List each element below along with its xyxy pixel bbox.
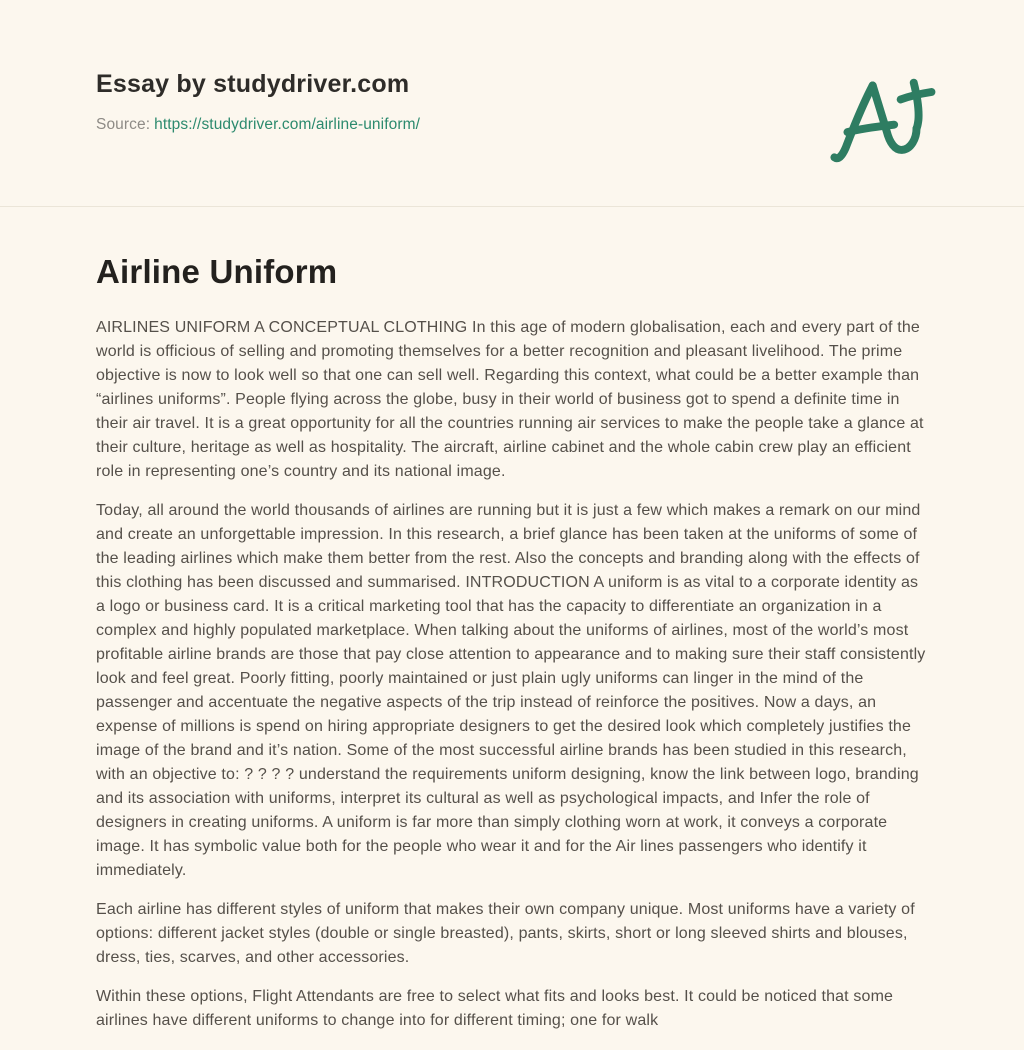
source-link[interactable]: https://studydriver.com/airline-uniform/	[154, 116, 420, 133]
logo-plus-horizontal-stroke	[901, 92, 932, 99]
header-text-block	[96, 70, 420, 134]
header-divider	[0, 206, 1024, 207]
essay-body	[96, 316, 928, 1033]
studydriver-a-plus-logo-icon	[826, 72, 938, 168]
essay-paragraph-1: AIRLINES UNIFORM A CONCEPTUAL CLOTHING In this age of modern globalisation, each and every part of the world is officious of selling and promoting themselves for a better recognition and pleasant livelihood. The prime objective is now to look well so that one can sell well. Regarding this context, what could be a better example than “airlines uniforms”. People flying across the globe, busy in their world of business got to spend a definite time in their air travel. It is a great opportunity for all the countries running air services to make the people take a glance at their culture, heritage as well as hospitality. The aircraft, airline cabinet and the whole cabin crew play an efficient role in representing one’s country and its national image.	[96, 319, 924, 480]
essay-paragraph-4: Within these options, Flight Attendants are free to select what fits and looks best. It could be noticed that some airlines have different uniforms to change into for different timing; one for walk	[96, 988, 894, 1029]
essay-paragraph-2: Today, all around the world thousands of airlines are running but it is just a few which makes a remark on our mind and create an unforgettable impression. In this research, a brief glance has been taken at the uniforms of some of the leading airlines which make them better from the rest. Also the concepts and branding along with the effects of this clothing has been discussed and summarised. INTRODUCTION A uniform is as vital to a corporate identity as a logo or business card. It is a critical marketing tool that has the capacity to differentiate an organization in a complex and highly populated marketplace. When talking about the uniforms of airlines, most of the world’s most profitable airline brands are those that pay close attention to appearance and to making sure their staff consistently look and feel great. Poorly fitting, poorly maintained or just plain ugly uniforms can linger in the mind of the passenger and accentuate the negative aspects of the trip instead of reinforce the positives. Now a days, an expense of millions is spend on hiring appropriate designers to get the desired look which completely justifies the image of the brand and it’s nation. Some of the most successful airline brands has been studied in this research, with an objective to: ? ? ? ? understand the requirements uniform designing, know the link between logo, branding and its association with uniforms, interpret its cultural as well as psychological impacts, and Infer the role of designers in creating uniforms. A uniform is far more than simply clothing worn at work, it conveys a corporate image. It has symbolic value both for the people who wear it and for the Air lines passengers who identify it immediately.	[96, 502, 926, 879]
source-line	[96, 116, 420, 134]
source-label: Source:	[96, 116, 151, 133]
essay-content	[0, 253, 1024, 1033]
header-title: Essay by studydriver.com	[96, 70, 410, 98]
logo-plus-vertical-stroke	[914, 83, 919, 129]
essay-title: Airline Uniform	[96, 253, 338, 290]
page-header	[0, 0, 1024, 168]
logo-a-left-stroke	[834, 85, 872, 158]
essay-paragraph-3: Each airline has different styles of uniform that makes their own company unique. Most uniforms have a variety of options: different jacket styles (double or single breasted), pants, skirts, short or long sleeved shirts and blouses, dress, ties, scarves, and other accessories.	[96, 901, 915, 966]
